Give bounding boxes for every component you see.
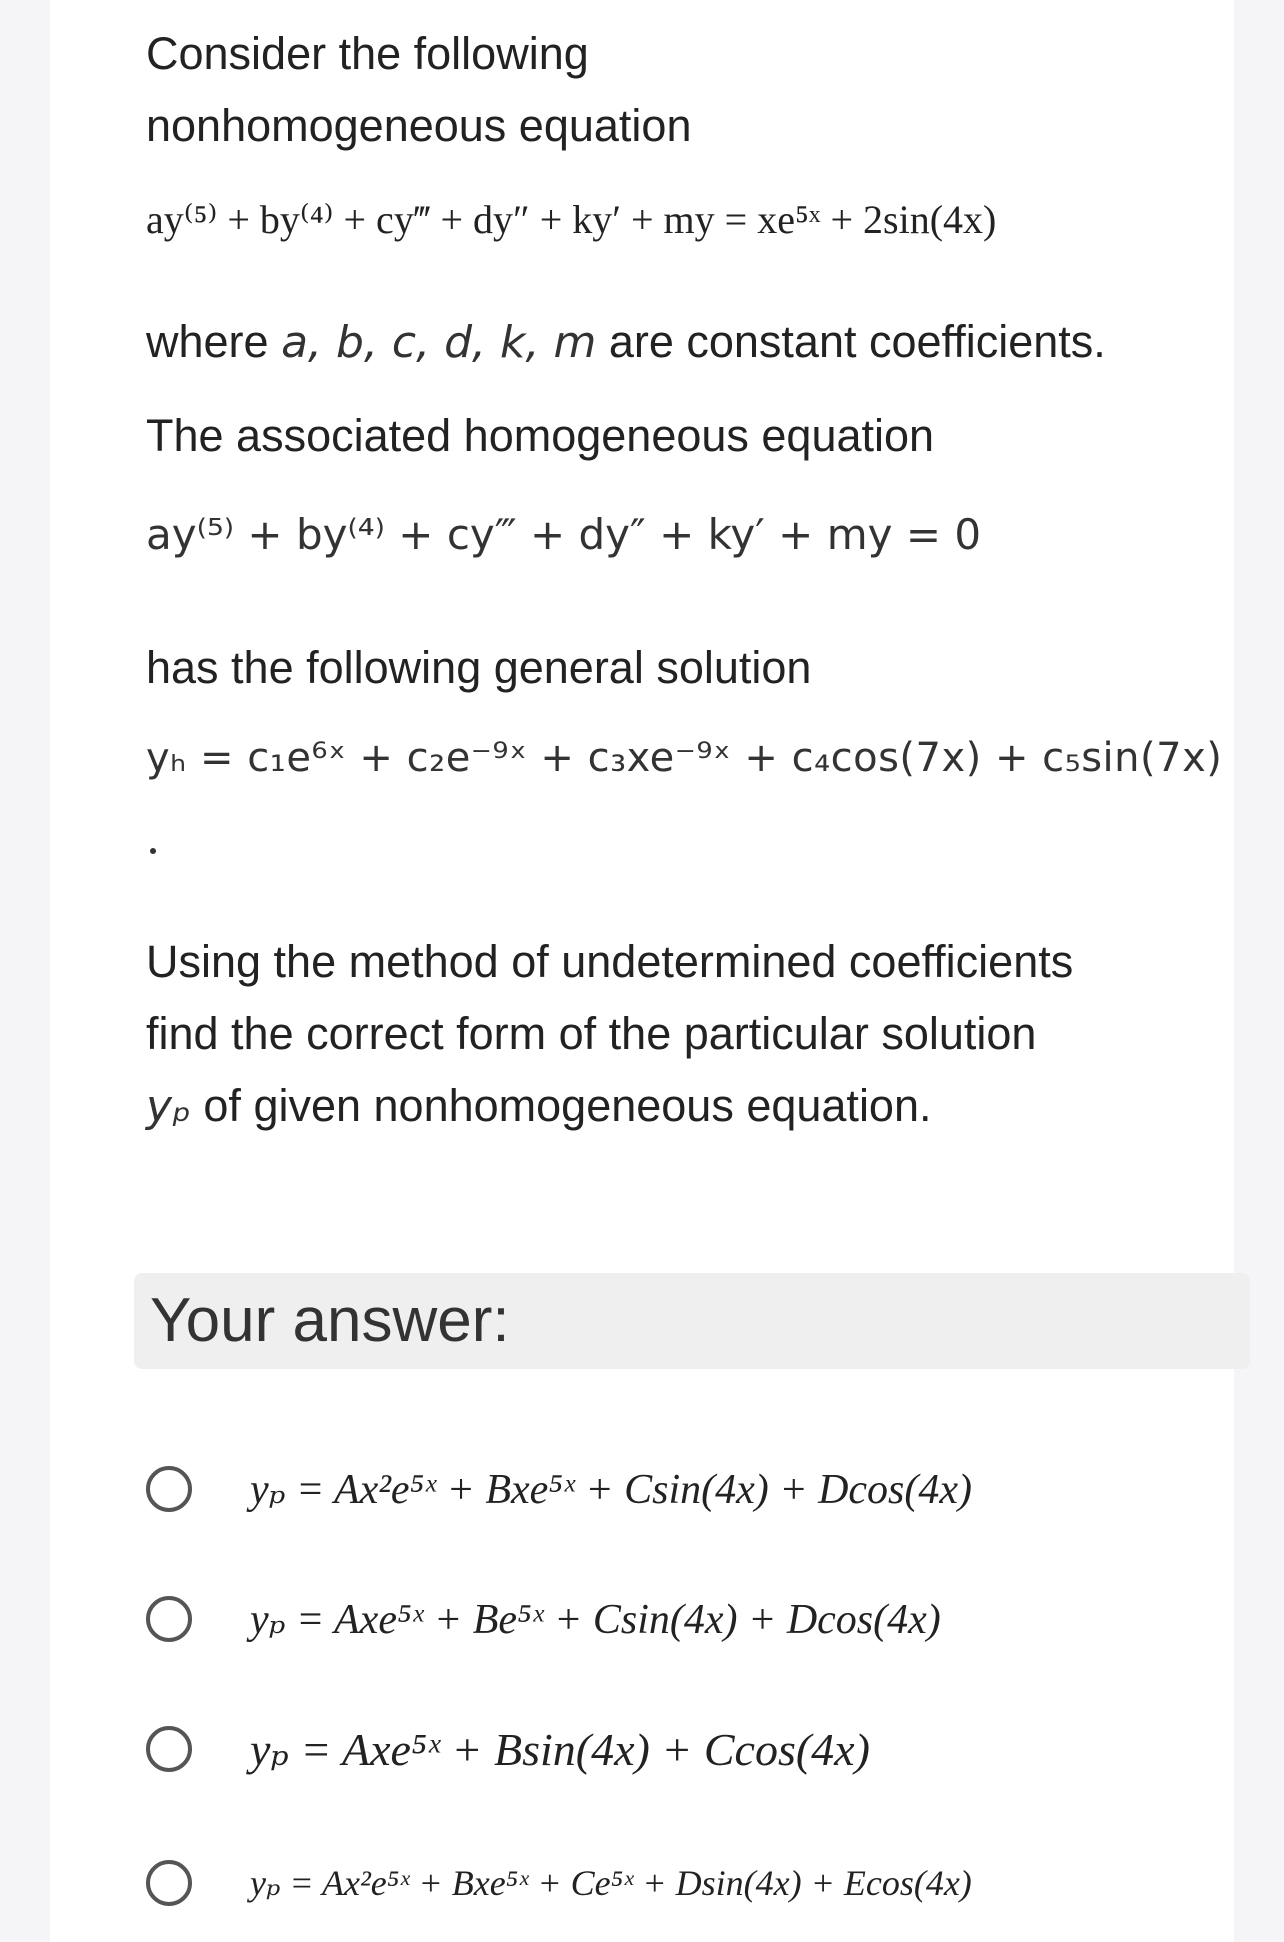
- answer-option-2[interactable]: [146, 1574, 1246, 1664]
- radio-button[interactable]: [146, 1596, 192, 1642]
- coefficients-statement: [146, 306, 1106, 379]
- option-label: yₚ = Ax²e⁵ˣ + Bxe⁵ˣ + Ce⁵ˣ + Dsin(4x) + Ecos(4x): [250, 1863, 972, 1903]
- equation-text: ay⁽⁵⁾ + by⁽⁴⁾ + cy‴ + dy″ + ky′ + my = xe⁵ˣ + 2sin(4x): [146, 197, 997, 242]
- radio-button[interactable]: [146, 1466, 192, 1512]
- answer-header-label: Your answer:: [150, 1286, 510, 1355]
- yp-symbol: yₚ: [146, 1081, 191, 1132]
- where-suffix: are constant coefficients.: [608, 316, 1106, 367]
- question-text-line2: nonhomogeneous equation: [146, 100, 692, 151]
- homogeneous-intro: The associated homogeneous equation: [146, 410, 935, 461]
- answer-header: [134, 1273, 1250, 1369]
- question-text-line1: Consider the following: [146, 28, 589, 79]
- answer-option-1[interactable]: [146, 1444, 1246, 1534]
- question-card: [50, 0, 1234, 1942]
- coefficient-list: a, b, c, d, k, m: [281, 317, 597, 368]
- method-line2: find the correct form of the particular solution: [146, 1008, 1037, 1059]
- where-prefix: where: [146, 316, 269, 367]
- method-line3-text: of given nonhomogeneous equation.: [203, 1080, 932, 1131]
- answer-option-4[interactable]: [146, 1838, 1246, 1928]
- option-label: yₚ = Axe⁵ˣ + Bsin(4x) + Ccos(4x): [250, 1724, 870, 1775]
- homogeneous-equation-text: ay⁽⁵⁾ + by⁽⁴⁾ + cy‴ + dy″ + ky′ + my = 0: [146, 510, 982, 559]
- general-solution-text: yₕ = c₁e⁶ˣ + c₂e⁻⁹ˣ + c₃xe⁻⁹ˣ + c₄cos(7x) + c₅sin(7x): [146, 735, 1223, 781]
- option-label: yₚ = Ax²e⁵ˣ + Bxe⁵ˣ + Csin(4x) + Dcos(4x): [250, 1467, 972, 1513]
- homogeneous-equation: [146, 510, 981, 559]
- method-line1: Using the method of undetermined coefficients: [146, 936, 1074, 987]
- option-label: yₚ = Axe⁵ˣ + Be⁵ˣ + Csin(4x) + Dcos(4x): [250, 1597, 941, 1643]
- nonhomogeneous-equation: [146, 196, 996, 243]
- period-dot: [150, 848, 156, 854]
- method-line3: [146, 1070, 932, 1143]
- general-solution: [146, 735, 1222, 781]
- radio-button[interactable]: [146, 1726, 192, 1772]
- general-solution-intro: has the following general solution: [146, 642, 812, 693]
- period-mark: [146, 830, 149, 840]
- answer-option-3[interactable]: [146, 1704, 1246, 1794]
- radio-button[interactable]: [146, 1860, 192, 1906]
